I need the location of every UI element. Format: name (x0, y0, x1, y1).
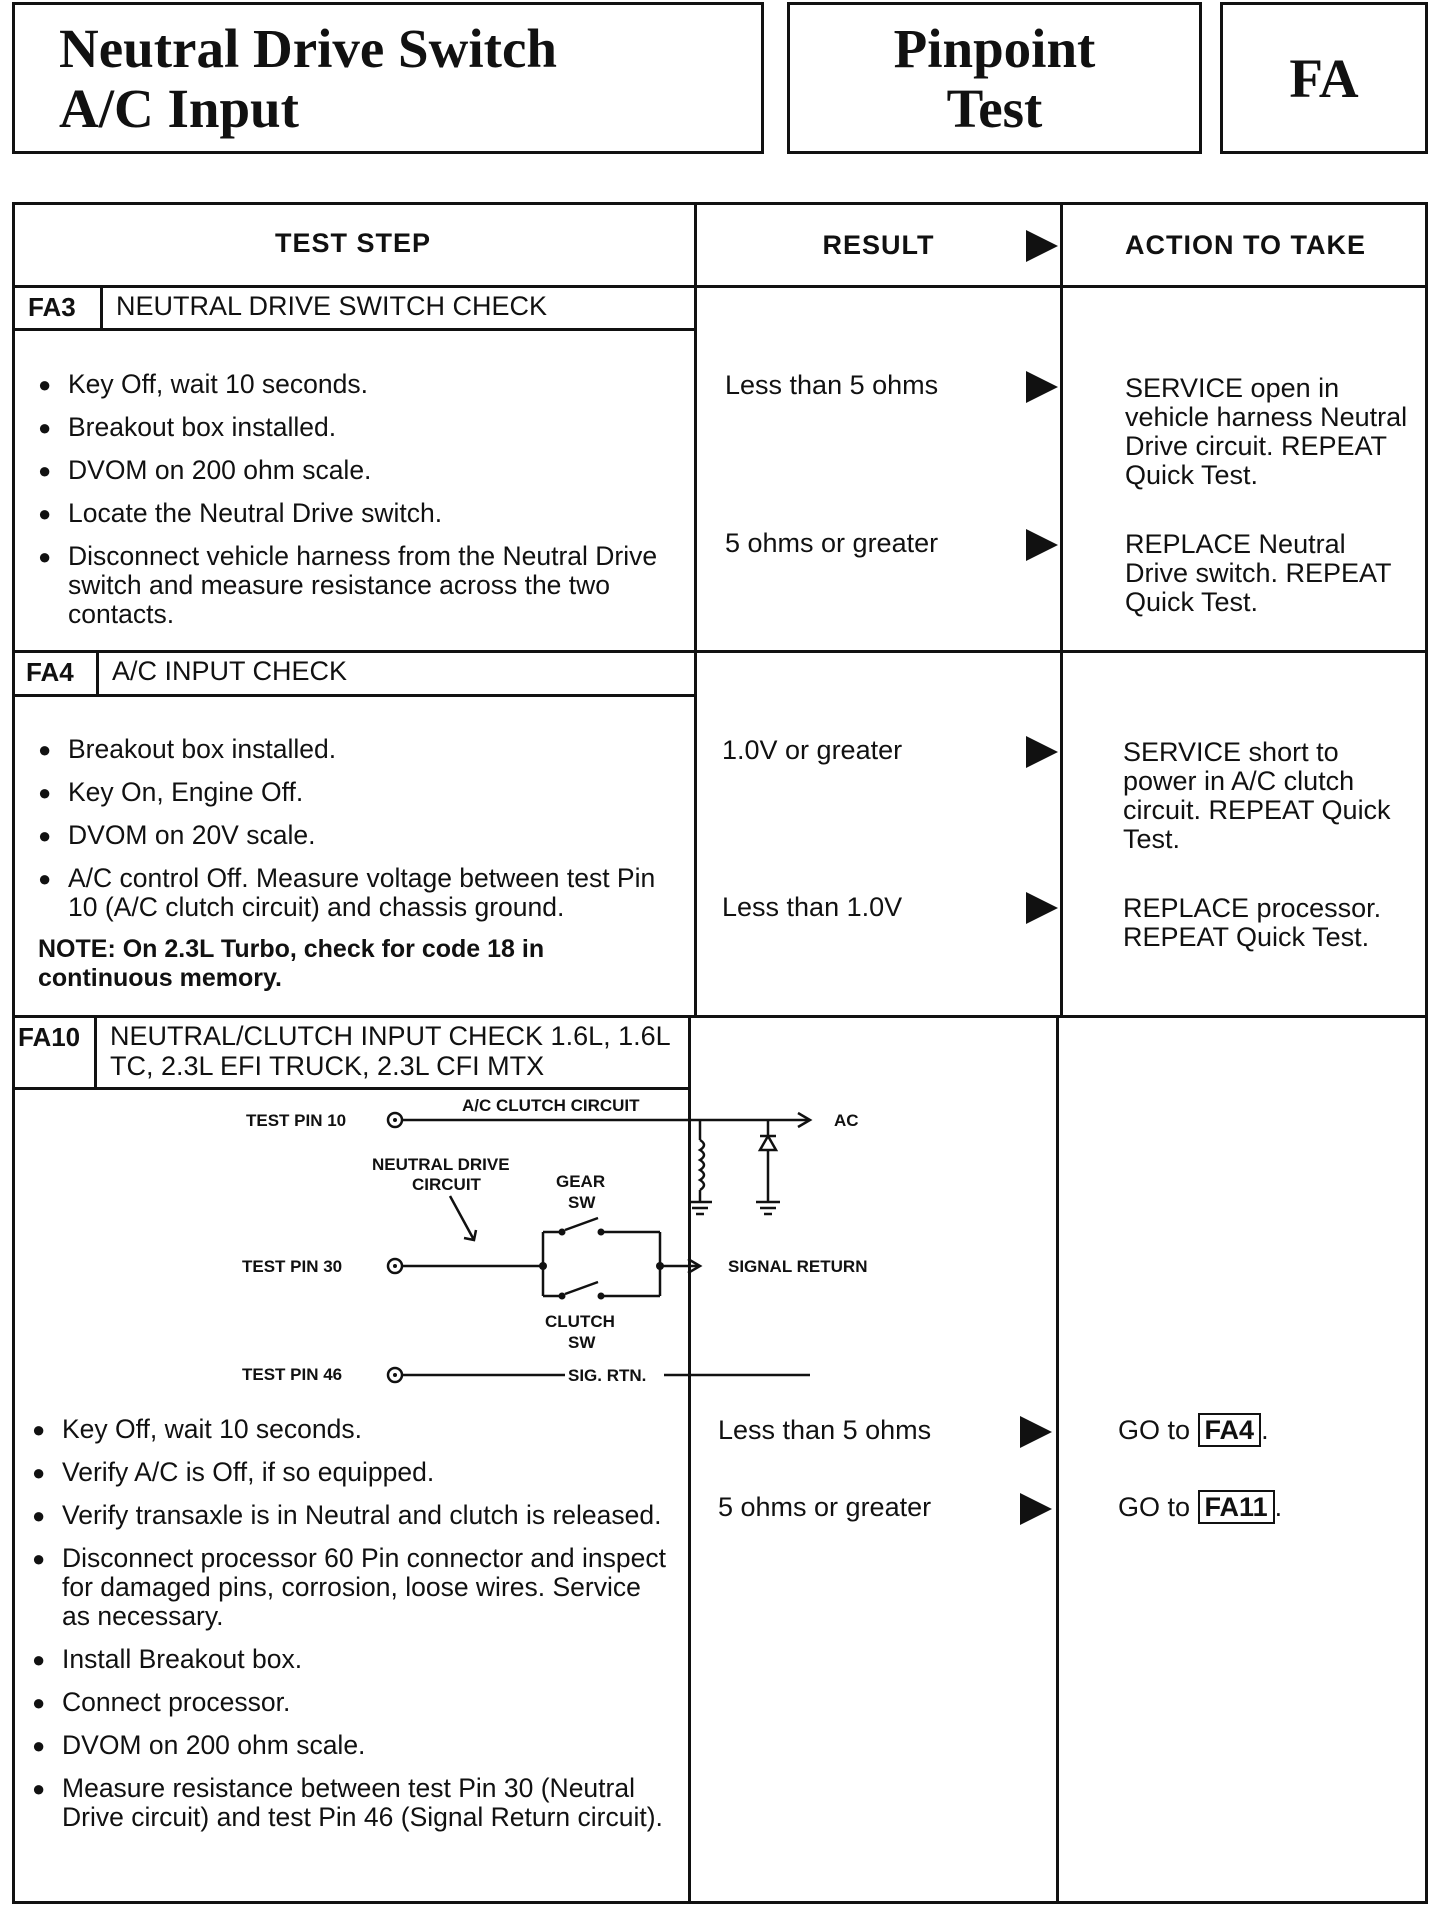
list-item: ● DVOM on 200 ohm scale. (32, 1731, 672, 1760)
list-item: ● Locate the Neutral Drive switch. (38, 499, 678, 528)
fa3-bullet-list (38, 370, 678, 643)
fa10-action-1 (1118, 1416, 1269, 1445)
diagram-label-clutch-1: CLUTCH (545, 1312, 615, 1331)
goto-fa4-link[interactable]: FA4 (1198, 1413, 1262, 1447)
fa4-step-id: FA4 (26, 657, 74, 687)
fa3-id-divider (100, 285, 103, 331)
fa4-result-2-arrow-icon (1026, 892, 1058, 924)
list-item: ● Breakout box installed. (38, 413, 678, 442)
diagram-label-gear-1: GEAR (556, 1172, 606, 1191)
fa10-bullet-list (32, 1415, 672, 1846)
fa4-action-1: SERVICE short to power in A/C clutch circuit. REPEAT Quick Test. (1123, 737, 1391, 854)
fa10-action-2-goto: GO to (1118, 1492, 1191, 1522)
fa3-result-2: 5 ohms or greater (725, 528, 939, 558)
fa10-result-1-arrow-icon (1020, 1416, 1052, 1448)
fa10-result-2: 5 ohms or greater (718, 1492, 932, 1522)
column-header-result: RESULT (822, 230, 935, 260)
list-item: ● Measure resistance between test Pin 30 (Neutral Drive circuit) and test Pin 46 (Signal Return circuit). (32, 1774, 672, 1832)
page-title-line1: Neutral Drive Switch (59, 18, 557, 79)
clutch-switch-icon (543, 1266, 660, 1296)
fa3-step-title: NEUTRAL DRIVE SWITCH CHECK (116, 291, 548, 321)
fa3-action-1: SERVICE open in vehicle harness Neutral Drive circuit. REPEAT Quick Test. (1125, 373, 1408, 490)
fa10-id-divider (94, 1015, 97, 1089)
fa4-step-title: A/C INPUT CHECK (112, 656, 348, 686)
list-item: ● DVOM on 200 ohm scale. (38, 456, 678, 485)
gear-switch-contact-b (598, 1229, 605, 1236)
diagram-label-pin30: TEST PIN 30 (242, 1257, 343, 1276)
fa3-step-id: FA3 (28, 292, 76, 322)
fa4-id-divider (96, 650, 99, 697)
fa10-result-2-arrow-icon (1020, 1493, 1052, 1525)
gear-switch-icon (543, 1218, 660, 1266)
test-type-line1: Pinpoint (893, 18, 1096, 79)
test-code: FA (1289, 48, 1359, 109)
list-item: ● DVOM on 20V scale. (38, 821, 678, 850)
divider-step-result-upper (694, 202, 697, 1017)
list-item: ● Key On, Engine Off. (38, 778, 678, 807)
fa3-action-2: REPLACE Neutral Drive switch. REPEAT Quick Test. (1125, 529, 1392, 617)
header-title-box (12, 2, 764, 154)
diagram-label-pin10: TEST PIN 10 (246, 1111, 347, 1130)
diagram-label-gear-2: SW (568, 1193, 596, 1212)
fa4-result-1-arrow-icon (1026, 736, 1058, 768)
diode-ground-icon (756, 1202, 780, 1214)
fa3-result-1: Less than 5 ohms (725, 370, 939, 400)
fa4-note: NOTE: On 2.3L Turbo, check for code 18 in continuous memory. (38, 935, 545, 992)
fa10-action-1-period: . (1261, 1415, 1269, 1445)
list-item: ● A/C control Off. Measure voltage between test Pin 10 (A/C clutch circuit) and chassis ground. (38, 864, 678, 922)
diagram-label-sig-rtn: SIG. RTN. (568, 1366, 647, 1385)
fa10-action-2-period: . (1274, 1492, 1283, 1522)
fa4-fa10-separator (12, 1015, 1428, 1018)
coil-ground-icon (688, 1202, 712, 1214)
fa3-title-rule (12, 328, 694, 331)
fa4-title-rule (12, 694, 694, 697)
diode-icon (760, 1136, 776, 1150)
list-item: ● Verify A/C is Off, if so equipped. (32, 1458, 672, 1487)
pin30-terminal-dot (393, 1264, 397, 1268)
header-test-type-box (787, 2, 1202, 154)
list-item: ● Key Off, wait 10 seconds. (38, 370, 678, 399)
test-type-line2: Test (946, 78, 1043, 139)
pin10-terminal-dot (393, 1118, 397, 1122)
divider-result-action-upper (1060, 202, 1063, 1017)
diagram-label-clutch-2: SW (568, 1333, 596, 1352)
pin46-terminal-dot (393, 1373, 397, 1377)
diagram-label-ac: AC (834, 1111, 859, 1130)
clutch-switch-contact-a (559, 1293, 566, 1300)
fa10-step-title: NEUTRAL/CLUTCH INPUT CHECK 1.6L, 1.6L TC, 2.3L EFI TRUCK, 2.3L CFI MTX (110, 1021, 670, 1081)
clutch-coil-icon (700, 1140, 704, 1190)
divider-result-action-lower (1056, 1017, 1059, 1904)
list-item: ● Breakout box installed. (38, 735, 678, 764)
junction-left (539, 1262, 547, 1270)
neutral-drive-pointer (450, 1196, 474, 1240)
diagram-label-neutral-drive-1: NEUTRAL DRIVE (372, 1155, 510, 1174)
column-header-test-step: TEST STEP (274, 228, 432, 258)
fa4-result-1: 1.0V or greater (722, 735, 903, 765)
fa4-bullet-list (38, 735, 678, 936)
diagram-label-signal-return: SIGNAL RETURN (728, 1257, 868, 1276)
fa10-action-2 (1118, 1493, 1282, 1522)
gear-switch-contact-a (559, 1229, 566, 1236)
fa10-wiring-diagram (220, 1090, 940, 1390)
fa4-action-2: REPLACE processor. REPEAT Quick Test. (1123, 893, 1382, 952)
list-item: ● Disconnect vehicle harness from the Neutral Drive switch and measure resistance across the two contacts. (38, 542, 678, 629)
list-item: ● Connect processor. (32, 1688, 672, 1717)
list-item: ● Install Breakout box. (32, 1645, 672, 1674)
fa3-result-2-arrow-icon (1026, 529, 1058, 561)
column-header-rule (12, 285, 1428, 288)
diagram-label-neutral-drive-2: CIRCUIT (412, 1175, 481, 1194)
fa3-fa4-separator (12, 650, 1428, 653)
column-header-arrow-icon (1026, 230, 1058, 262)
fa10-action-1-goto: GO to (1118, 1415, 1191, 1445)
goto-fa11-link[interactable]: FA11 (1198, 1490, 1275, 1524)
fa10-title-box-right (688, 1015, 691, 1089)
fa10-step-id: FA10 (18, 1022, 81, 1052)
list-item: ● Verify transaxle is in Neutral and clutch is released. (32, 1501, 672, 1530)
column-header-action: ACTION TO TAKE (1125, 230, 1366, 260)
fa3-result-1-arrow-icon (1026, 371, 1058, 403)
list-item: ● Key Off, wait 10 seconds. (32, 1415, 672, 1444)
diagram-label-pin46: TEST PIN 46 (242, 1365, 343, 1384)
fa10-result-1: Less than 5 ohms (718, 1415, 932, 1445)
diagram-label-ac-clutch: A/C CLUTCH CIRCUIT (462, 1096, 640, 1115)
page-title-line2: A/C Input (59, 78, 299, 139)
header-code-box (1220, 2, 1428, 154)
list-item: ● Disconnect processor 60 Pin connector and inspect for damaged pins, corrosion, loose wires. Service as necessary. (32, 1544, 672, 1631)
fa4-result-2: Less than 1.0V (722, 892, 903, 922)
clutch-switch-contact-b (598, 1293, 605, 1300)
